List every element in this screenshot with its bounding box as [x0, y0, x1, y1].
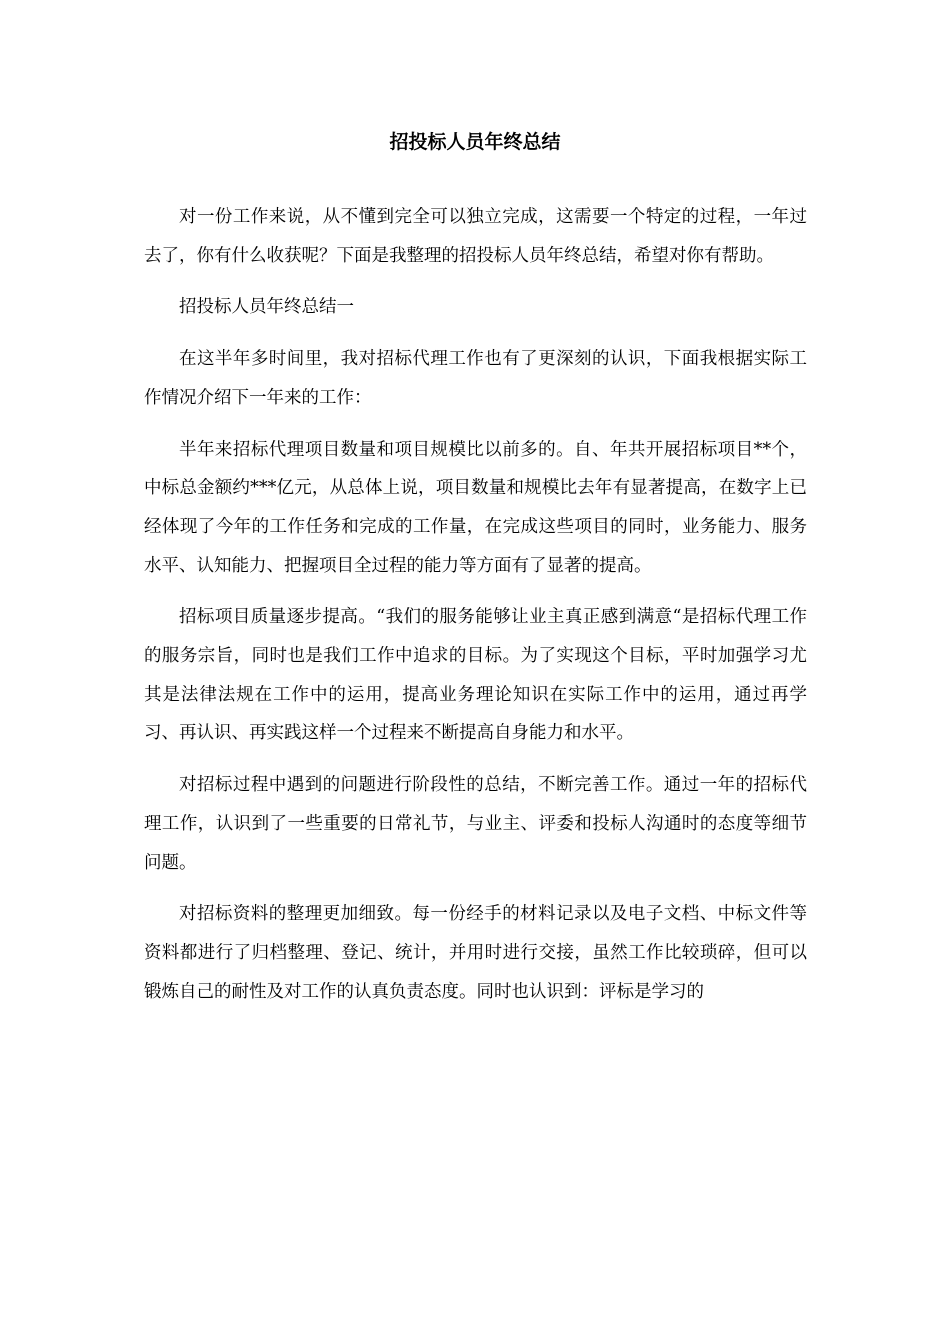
paragraph: 在这半年多时间里，我对招标代理工作也有了更深刻的认识，下面我根据实际工作情况介绍下一年来的工作： [144, 349, 807, 408]
document-body [144, 198, 807, 1024]
paragraph: 招标项目质量逐步提高。“我们的服务能够让业主真正感到满意“是招标代理工作的服务宗旨，同时也是我们工作中追求的目标。为了实现这个目标，平时加强学习尤其是法律法规在工作中的运用，提高业务理论知识在实际工作中的运用，通过再学习、再认识、再实践这样一个过程来不断提高自身能力和水平。 [144, 607, 807, 744]
section-heading: 招投标人员年终总结一 [179, 297, 354, 318]
paragraph: 半年来招标代理项目数量和项目规模比以前多的。自、年共开展招标项目**个，中标总金额约***亿元，从总体上说，项目数量和规模比去年有显著提高，在数字上已经体现了今年的工作任务和完成的工作量，在完成这些项目的同时，业务能力、服务水平、认知能力、把握项目全过程的能力等方面有了显著的提高。 [144, 439, 807, 576]
paragraph: 对招标资料的整理更加细致。每一份经手的材料记录以及电子文档、中标文件等资料都进行了归档整理、登记、统计，并用时进行交接，虽然工作比较琐碎，但可以锻炼自己的耐性及对工作的认真负责态度。同时也认识到：评标是学习的 [144, 904, 807, 1002]
paragraph: 对招标过程中遇到的问题进行阶段性的总结，不断完善工作。通过一年的招标代理工作，认识到了一些重要的日常礼节，与业主、评委和投标人沟通时的态度等细节问题。 [144, 775, 807, 873]
document-title: 招投标人员年终总结 [389, 131, 561, 153]
paragraph-intro: 对一份工作来说，从不懂到完全可以独立完成，这需要一个特定的过程，一年过去了，你有什么收获呢？下面是我整理的招投标人员年终总结，希望对你有帮助。 [144, 207, 807, 266]
